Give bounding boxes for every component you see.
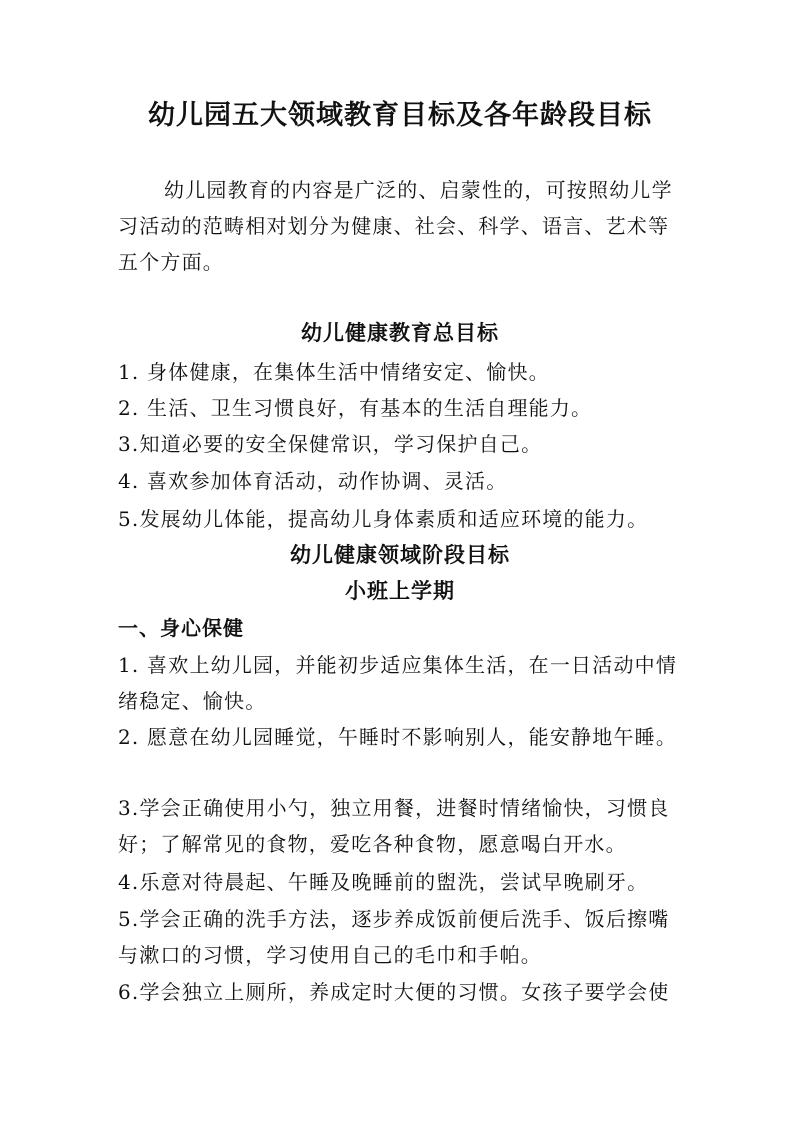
intro-line-3: 五个方面。: [118, 250, 224, 274]
intro-line-2: 习活动的范畴相对划分为健康、社会、科学、语言、艺术等: [118, 214, 670, 238]
stage-line-1: 1. 喜欢上幼儿园，并能初步适应集体生活，在一日活动中情: [118, 653, 678, 677]
intro-line-1: 幼儿园教育的内容是广泛的、启蒙性的，可按照幼儿学: [164, 178, 673, 202]
overall-goal-3: 3.知道必要的安全保健常识，学习保护自己。: [118, 432, 543, 456]
overall-goal-2: 2. 生活、卫生习惯良好，有基本的生活自理能力。: [118, 396, 593, 420]
stage-line-9: 6.学会独立上厕所，养成定时大便的习惯。女孩子要学会使: [118, 980, 670, 1004]
stage-line-8: 与漱口的习惯，学习使用自己的毛巾和手帕。: [118, 943, 542, 967]
stage-line-7: 5.学会正确的洗手方法，逐步养成饭前便后洗手、饭后擦嘴: [118, 907, 670, 931]
semester-subheading: 小班上学期: [345, 579, 455, 603]
health-overall-heading: 幼儿健康教育总目标: [301, 321, 499, 345]
stage-line-6: 4.乐意对待晨起、午睡及晚睡前的盥洗，尝试早晚刷牙。: [118, 870, 649, 894]
overall-goal-4: 4. 喜欢参加体育活动，动作协调、灵活。: [118, 469, 508, 493]
overall-goal-1: 1. 身体健康，在集体生活中情绪安定、愉快。: [118, 360, 550, 384]
stage-line-2: 绪稳定、愉快。: [118, 689, 267, 713]
health-stage-heading: 幼儿健康领域阶段目标: [290, 543, 510, 567]
section-heading: 一、身心保健: [118, 616, 244, 640]
overall-goal-5: 5.发展幼儿体能，提高幼儿身体素质和适应环境的能力。: [118, 507, 649, 531]
document-title: 幼儿园五大领域教育目标及各年龄段目标: [148, 100, 652, 131]
stage-line-5: 好；了解常见的食物，爱吃各种食物，愿意喝白开水。: [118, 832, 627, 856]
stage-line-4: 3.学会正确使用小勺，独立用餐，进餐时情绪愉快，习惯良: [118, 796, 670, 820]
stage-line-3: 2. 愿意在幼儿园睡觉，午睡时不影响别人，能安静地午睡。: [118, 725, 678, 749]
